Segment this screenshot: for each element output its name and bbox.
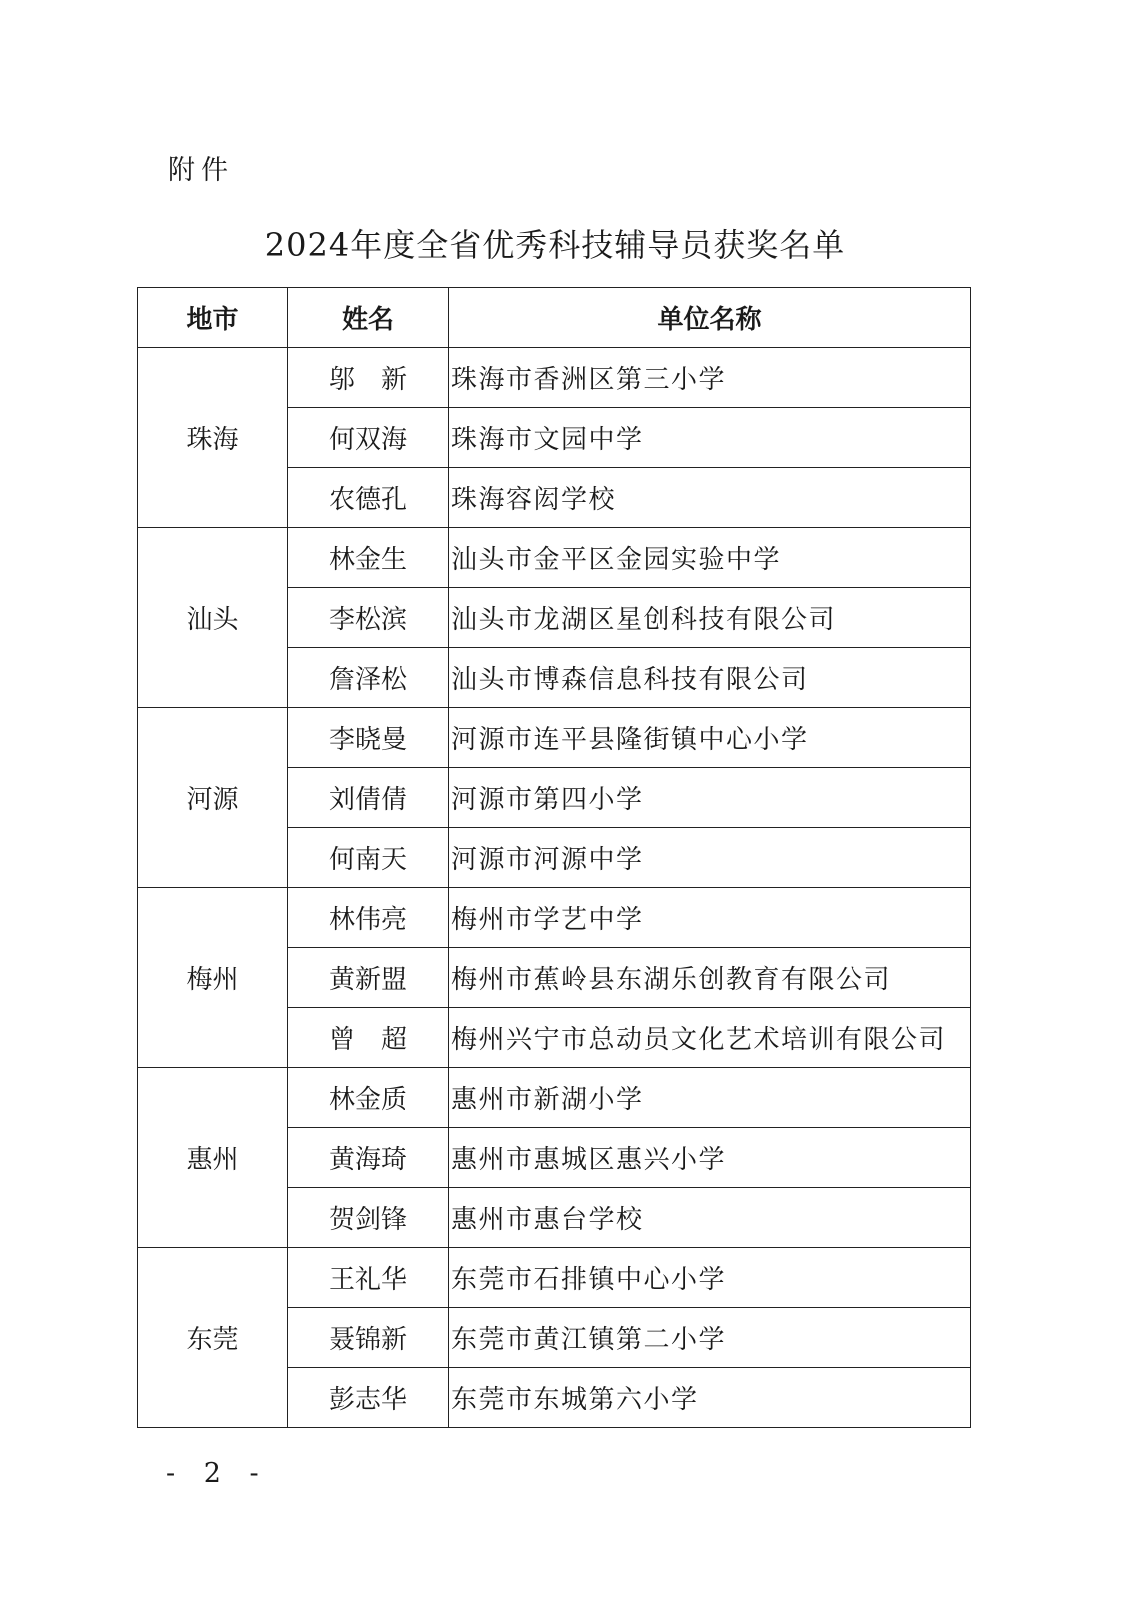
table-row: [138, 1248, 971, 1308]
name-cell: 林伟亮: [288, 888, 449, 948]
header-name: 姓名: [288, 288, 449, 348]
city-cell: 梅州: [138, 888, 288, 1068]
name-cell: 李松滨: [288, 588, 449, 648]
header-city: 地市: [138, 288, 288, 348]
name-cell: 何南天: [288, 828, 449, 888]
page-number: - 2 -: [166, 1458, 269, 1489]
name-cell: 王礼华: [288, 1248, 449, 1308]
name-cell: 黄新盟: [288, 948, 449, 1008]
name-cell: 邬 新: [288, 348, 449, 408]
city-cell: 东莞: [138, 1248, 288, 1428]
city-cell: 惠州: [138, 1068, 288, 1248]
unit-cell: 东莞市东城第六小学: [449, 1368, 971, 1428]
attachment-label: 附件: [168, 155, 234, 186]
table-header-row: [138, 288, 971, 348]
unit-cell: 汕头市金平区金园实验中学: [449, 528, 971, 588]
unit-cell: 珠海市文园中学: [449, 408, 971, 468]
award-table: [137, 287, 971, 1428]
name-cell: 何双海: [288, 408, 449, 468]
city-cell: 汕头: [138, 528, 288, 708]
name-cell: 詹泽松: [288, 648, 449, 708]
unit-cell: 惠州市惠城区惠兴小学: [449, 1128, 971, 1188]
header-unit: 单位名称: [449, 288, 971, 348]
unit-cell: 惠州市新湖小学: [449, 1068, 971, 1128]
unit-cell: 东莞市石排镇中心小学: [449, 1248, 971, 1308]
unit-cell: 河源市连平县隆街镇中心小学: [449, 708, 971, 768]
unit-cell: 珠海容闳学校: [449, 468, 971, 528]
city-cell: 珠海: [138, 348, 288, 528]
name-cell: 林金质: [288, 1068, 449, 1128]
table-row: [138, 528, 971, 588]
unit-cell: 汕头市博森信息科技有限公司: [449, 648, 971, 708]
name-cell: 农德孔: [288, 468, 449, 528]
name-cell: 李晓曼: [288, 708, 449, 768]
table-row: [138, 348, 971, 408]
name-cell: 曾 超: [288, 1008, 449, 1068]
unit-cell: 珠海市香洲区第三小学: [449, 348, 971, 408]
table-row: [138, 888, 971, 948]
unit-cell: 梅州兴宁市总动员文化艺术培训有限公司: [449, 1008, 971, 1068]
name-cell: 林金生: [288, 528, 449, 588]
name-cell: 聂锦新: [288, 1308, 449, 1368]
unit-cell: 东莞市黄江镇第二小学: [449, 1308, 971, 1368]
city-cell: 河源: [138, 708, 288, 888]
table-row: [138, 708, 971, 768]
unit-cell: 梅州市蕉岭县东湖乐创教育有限公司: [449, 948, 971, 1008]
table-row: [138, 1068, 971, 1128]
unit-cell: 河源市第四小学: [449, 768, 971, 828]
unit-cell: 梅州市学艺中学: [449, 888, 971, 948]
name-cell: 贺剑锋: [288, 1188, 449, 1248]
name-cell: 彭志华: [288, 1368, 449, 1428]
name-cell: 刘倩倩: [288, 768, 449, 828]
document-title: 2024年度全省优秀科技辅导员获奖名单: [264, 226, 846, 264]
unit-cell: 惠州市惠台学校: [449, 1188, 971, 1248]
unit-cell: 河源市河源中学: [449, 828, 971, 888]
unit-cell: 汕头市龙湖区星创科技有限公司: [449, 588, 971, 648]
name-cell: 黄海琦: [288, 1128, 449, 1188]
